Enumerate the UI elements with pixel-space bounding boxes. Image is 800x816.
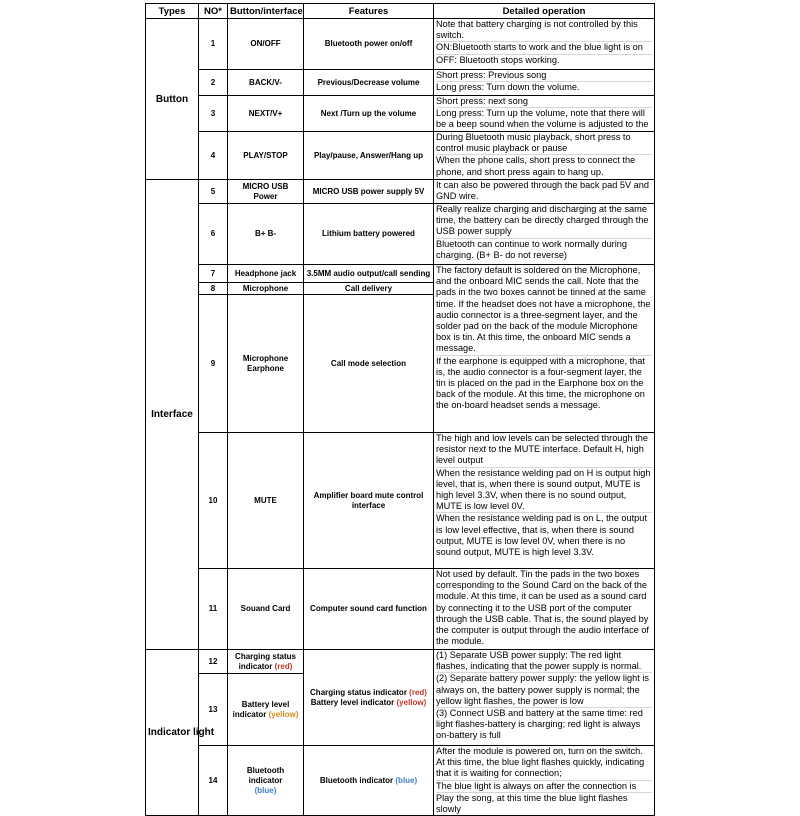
feature-text: Bluetooth indicator xyxy=(319,775,394,785)
row-name: ON/OFF xyxy=(228,19,304,70)
detail-line: When the resistance welding pad is on L, the output is low level effective, that is, when there is sound output, MUTE is low level 0V, when there is no sound output, MUTE is high level 3.3V. xyxy=(436,513,647,558)
table-row xyxy=(146,746,655,816)
detail-line: If the earphone is equipped with a microphone, that is, the audio connector is a four-segment layer, the tin is placed on the pad in the Earphone box on the back of the module. At this time, the microphone on the on-board headset sends a message. xyxy=(436,355,645,411)
detail-line: Long press: Turn up the volume, note that there will be a beep sound when the volume is adjusted to the xyxy=(436,108,649,130)
row-no: 8 xyxy=(199,283,228,295)
detail-line: Note that battery charging is not controlled by this switch. xyxy=(436,19,652,42)
header-detail: Detailed operation xyxy=(434,4,655,19)
row-name xyxy=(228,746,304,816)
row-feature: Computer sound card function xyxy=(304,569,434,650)
row-no: 14 xyxy=(199,746,228,816)
row-no: 1 xyxy=(199,19,228,70)
detail-line: Short press: next song xyxy=(436,96,652,108)
detail-line: The factory default is soldered on the Microphone, and the onboard MIC sends the call. Note that the pads in the two boxes cannot be tinned at the same time. If the headset does not have a microphone, the audio connector is a three-segment layer, and the solder pad on the back of the module Microphone box is tin. At this time, the onboard MIC sends a message. xyxy=(436,265,652,356)
row-detail xyxy=(434,132,655,180)
detail-line: (2) Separate battery power supply: the yellow light is always on, the battery power supply is normal; the yellow light flashes, the power is low xyxy=(436,673,652,708)
table-row xyxy=(146,569,655,650)
row-name: MUTE xyxy=(228,433,304,569)
row-detail xyxy=(434,746,655,816)
header-row xyxy=(146,4,655,19)
detail-line: It can also be powered through the back pad 5V and GND wire. xyxy=(436,180,649,202)
detail-line: Really realize charging and discharging at the same time, the battery can be directly charged through the USB power supply xyxy=(436,204,652,239)
row-name-text: Bluetooth indicator xyxy=(246,765,285,785)
detail-line: Long press: Turn down the volume. xyxy=(436,82,580,93)
detail-line: The blue light is always on after the connection is xyxy=(436,781,652,793)
row-name: MICRO USB Power xyxy=(228,180,304,204)
row-feature: Next /Turn up the volume xyxy=(304,96,434,132)
row-detail xyxy=(434,265,655,433)
row-feature: Play/pause, Answer/Hang up xyxy=(304,132,434,180)
detail-line: The high and low levels can be selected through the resistor next to the MUTE interface. Default H, high level output xyxy=(436,433,652,468)
row-no: 5 xyxy=(199,180,228,204)
row-name-text: Battery level indicator xyxy=(232,699,290,719)
row-no: 6 xyxy=(199,204,228,265)
row-name-color: (red) xyxy=(274,661,293,671)
detail-line: After the module is powered on, turn on the switch. At this time, the blue light flashes quickly, indicating that it is waiting for connection; xyxy=(436,746,652,781)
row-no: 2 xyxy=(199,70,228,96)
row-name: PLAY/STOP xyxy=(228,132,304,180)
detail-line: (1) Separate USB power supply: The red light flashes, indicating that the power supply is normal. xyxy=(436,650,652,673)
row-detail xyxy=(434,19,655,70)
row-feature xyxy=(304,650,434,746)
row-feature: Previous/Decrease volume xyxy=(304,70,434,96)
row-no: 13 xyxy=(199,674,228,746)
detail-line: Play the song, at this time the blue light flashes slowly xyxy=(436,792,628,815)
row-detail xyxy=(434,650,655,746)
row-name-color: (yellow) xyxy=(268,709,299,719)
detail-line: When the phone calls, short press to connect the phone, and short press again to hang up. xyxy=(436,155,636,177)
row-feature: MICRO USB power supply 5V xyxy=(304,180,434,204)
group-button: Button xyxy=(146,19,199,180)
header-features: Features xyxy=(304,4,434,19)
table-row xyxy=(146,70,655,96)
detail-line: ON:Bluetooth starts to work and the blue light is on xyxy=(436,42,652,54)
table-row xyxy=(146,433,655,569)
row-name-color: (blue) xyxy=(254,785,277,795)
row-name: BACK/V- xyxy=(228,70,304,96)
table-row xyxy=(146,132,655,180)
row-no: 11 xyxy=(199,569,228,650)
row-feature: 3.5MM audio output/call sending xyxy=(304,265,434,283)
table-row xyxy=(146,265,655,283)
detail-line: Short press: Previous song xyxy=(436,70,652,82)
detail-line: (3) Connect USB and battery at the same time: red light flashes-battery is charging; red light is always on-battery is full xyxy=(436,708,643,741)
table-row xyxy=(146,650,655,674)
feature-a: Charging status indicator xyxy=(310,687,407,697)
row-feature: Call delivery xyxy=(304,283,434,295)
row-feature: Bluetooth power on/off xyxy=(304,19,434,70)
row-detail xyxy=(434,70,655,96)
feature-b: Battery level indicator xyxy=(310,697,395,707)
detail-line: Bluetooth can continue to work normally during charging. (B+ B- do not reverse) xyxy=(436,238,628,260)
header-no: NO* xyxy=(199,4,228,19)
header-types: Types xyxy=(146,4,199,19)
feature-color: (blue) xyxy=(395,775,418,785)
row-no: 10 xyxy=(199,433,228,569)
row-name: Microphone Earphone xyxy=(228,295,304,433)
row-name-text: Charging status indicator xyxy=(235,651,296,671)
detail-line: Not used by default. Tin the pads in the two boxes corresponding to the Sound Card on the back of the module. At this time, it can be used as a sound card by connecting it to the USB port of the computer through the USB cable. That is, the sound played by the computer is output through the audio interface of the module. xyxy=(436,569,649,647)
row-name: Souand Card xyxy=(228,569,304,650)
feature-b-color: (yellow) xyxy=(396,697,427,707)
row-detail xyxy=(434,569,655,650)
group-indicator: Indicator light xyxy=(146,650,199,816)
feature-a-color: (red) xyxy=(409,687,427,697)
row-no: 7 xyxy=(199,265,228,283)
table-row xyxy=(146,180,655,204)
table-row xyxy=(146,204,655,265)
row-name: NEXT/V+ xyxy=(228,96,304,132)
row-feature xyxy=(304,746,434,816)
row-name: Microphone xyxy=(228,283,304,295)
row-detail xyxy=(434,96,655,132)
spec-table xyxy=(145,3,655,816)
row-name: Headphone jack xyxy=(228,265,304,283)
row-no: 3 xyxy=(199,96,228,132)
row-feature: Call mode selection xyxy=(304,295,434,433)
header-button: Button/interface xyxy=(228,4,304,19)
row-no: 4 xyxy=(199,132,228,180)
group-interface: Interface xyxy=(146,180,199,650)
row-name: B+ B- xyxy=(228,204,304,265)
row-detail xyxy=(434,180,655,204)
row-detail xyxy=(434,204,655,265)
detail-line: When the resistance welding pad on H is output high level, that is, when there is sound output, MUTE is high level 3.3V, when there is no sound output, MUTE is low level 0V. xyxy=(436,468,652,514)
row-no: 12 xyxy=(199,650,228,674)
detail-line: OFF: Bluetooth stops working. xyxy=(436,54,560,65)
row-feature: Amplifier board mute control interface xyxy=(304,433,434,569)
row-no: 9 xyxy=(199,295,228,433)
row-detail xyxy=(434,433,655,569)
row-name xyxy=(228,650,304,674)
table-row xyxy=(146,19,655,70)
row-feature: Lithium battery powered xyxy=(304,204,434,265)
detail-line: During Bluetooth music playback, short press to control music playback or pause xyxy=(436,132,652,155)
row-name xyxy=(228,674,304,746)
table-row xyxy=(146,96,655,132)
